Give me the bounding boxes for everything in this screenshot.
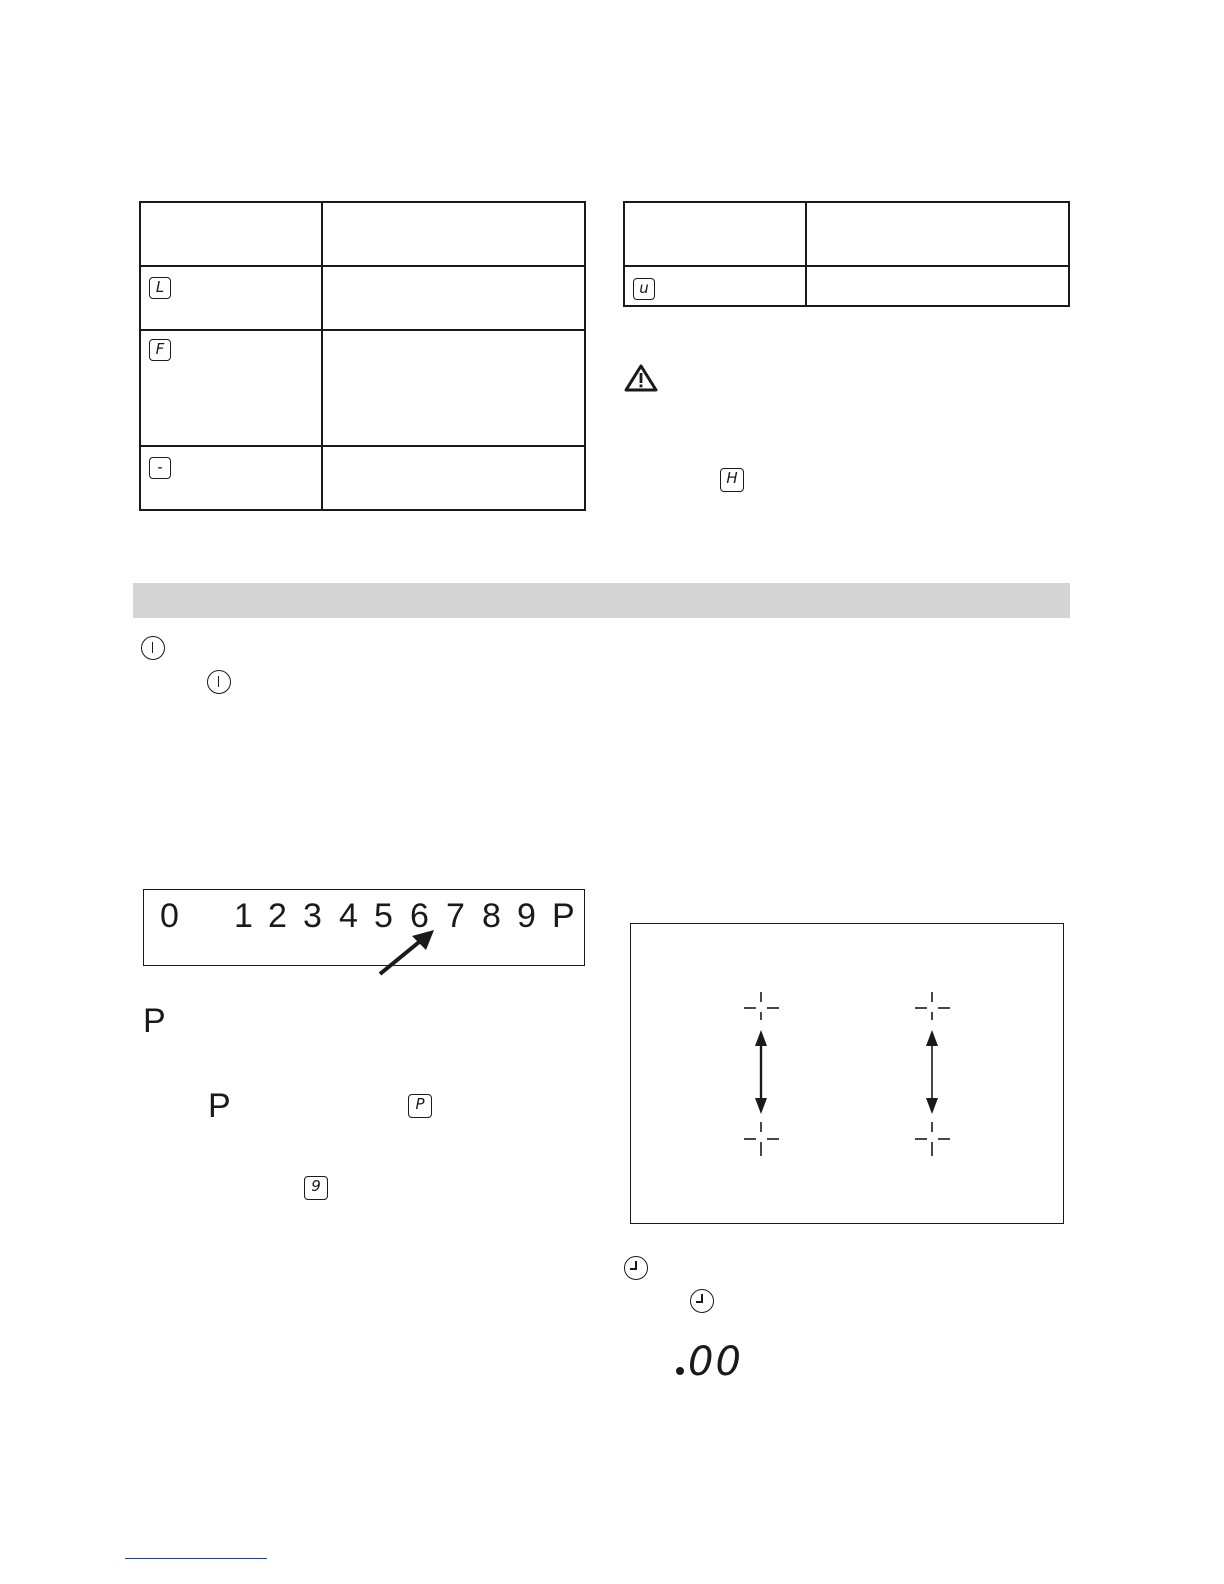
table-row [140, 330, 322, 446]
level-label: 7 [446, 897, 465, 935]
segment-symbol: F [149, 339, 171, 361]
left-indicator-table [139, 201, 586, 511]
level-label: 1 [234, 897, 253, 935]
pointer-arrow-icon [372, 922, 442, 980]
power-icon [207, 670, 231, 694]
level-label: 2 [268, 897, 287, 935]
level-label: 5 [374, 897, 393, 935]
power-boost-symbol: P [143, 1002, 166, 1040]
residual-heat-symbol: H [720, 468, 744, 492]
table-row [140, 266, 322, 330]
table-header-cell [806, 202, 1069, 266]
segment-symbol: u [633, 278, 655, 300]
segment-symbol: L [149, 277, 171, 299]
footer-link-underline[interactable] [125, 1558, 267, 1559]
section-heading-bar [133, 583, 1070, 618]
display-dot [676, 1367, 684, 1375]
level-label: 4 [339, 897, 358, 935]
cooking-zone-diagram [630, 923, 1064, 1224]
power-boost-symbol: P [208, 1087, 231, 1125]
warning-triangle-icon [624, 364, 658, 392]
power-level-scale [143, 889, 585, 966]
table-header-cell [322, 202, 585, 266]
clock-icon [690, 1289, 714, 1313]
level-label: 9 [517, 897, 536, 935]
level-label: 3 [303, 897, 322, 935]
segment-symbol: P [408, 1094, 432, 1118]
level-label: 0 [160, 897, 179, 935]
right-indicator-table [623, 201, 1070, 307]
clock-icon [624, 1256, 648, 1280]
power-icon [141, 636, 165, 660]
table-row [624, 266, 806, 306]
cooking-zone-marks [631, 924, 1065, 1225]
table-header-cell [140, 202, 322, 266]
level-label: 8 [482, 897, 501, 935]
timer-digits: 00 [688, 1339, 743, 1385]
level-label: P [552, 897, 575, 935]
segment-symbol: 9 [304, 1176, 328, 1200]
table-header-cell [624, 202, 806, 266]
segment-symbol: - [149, 457, 171, 479]
table-row [140, 446, 322, 510]
level-label: 6 [410, 897, 429, 935]
timer-display [676, 1340, 743, 1384]
